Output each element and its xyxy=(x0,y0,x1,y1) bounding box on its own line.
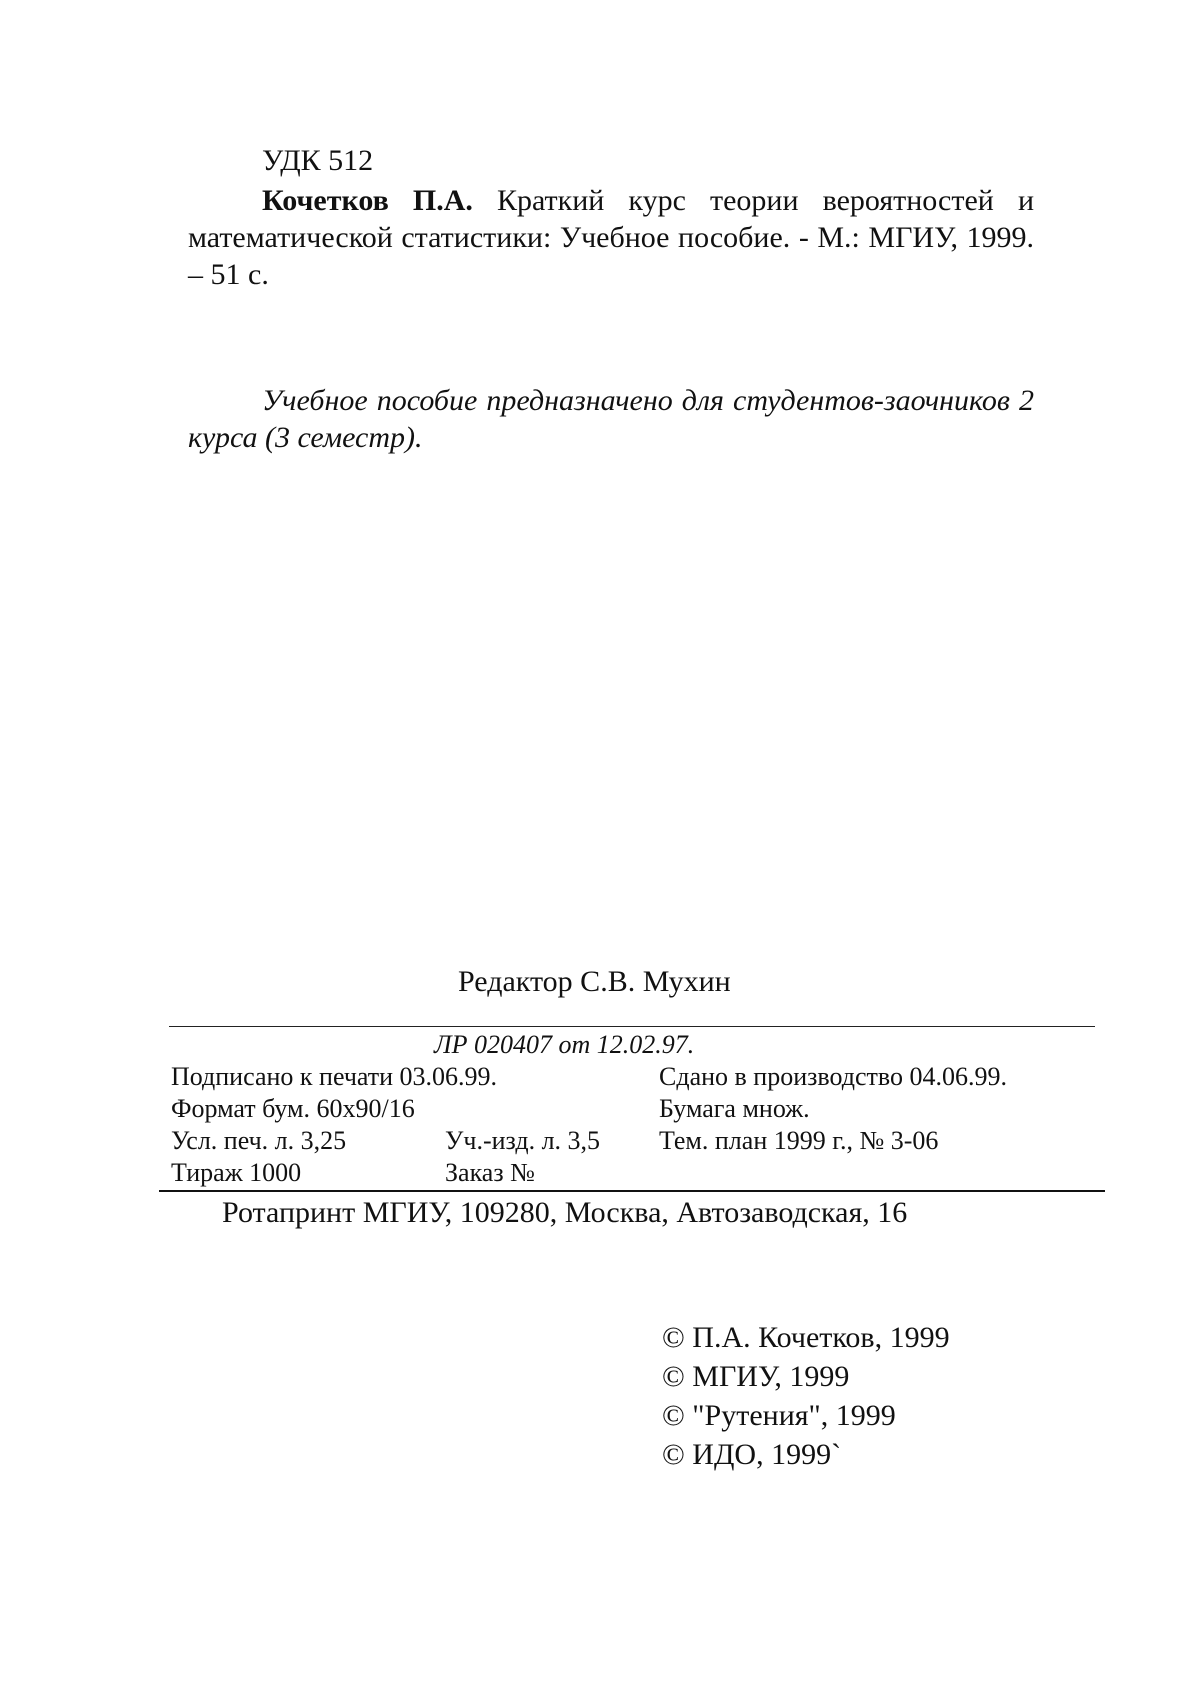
copyright-author: © П.А. Кочетков, 1999 xyxy=(662,1321,950,1354)
copyright-rutenia: © "Рутения", 1999 xyxy=(662,1399,896,1432)
edit-sheets: Уч.-изд. л. 3,5 xyxy=(445,1126,601,1155)
book-description: Краткий курс теории вероятностей и математической статистики: Учебное пособие. - М.: МГИУ, 1999. – 51 с. xyxy=(188,184,1034,291)
thematic-plan: Тем. план 1999 г., № 3-06 xyxy=(659,1126,939,1155)
copyright-ido: © ИДО, 1999` xyxy=(662,1438,842,1471)
bibliographic-description xyxy=(188,182,1034,293)
editor-line: Редактор С.В. Мухин xyxy=(458,965,731,998)
imprint-top-rule xyxy=(169,1026,1095,1027)
license-number: ЛР 020407 от 12.02.97. xyxy=(434,1030,695,1059)
submitted-date: Сдано в производство 04.06.99. xyxy=(659,1062,1007,1091)
order-number: Заказ № xyxy=(445,1158,535,1187)
circulation: Тираж 1000 xyxy=(171,1158,302,1187)
author-name: Кочетков П.А. xyxy=(262,184,473,217)
paper-type: Бумага множ. xyxy=(659,1094,810,1123)
annotation-text: Учебное пособие предназначено для студентов-заочников 2 курса (3 семестр). xyxy=(188,384,1034,454)
copyright-mgiu: © МГИУ, 1999 xyxy=(662,1360,850,1393)
printer-address: Ротапринт МГИУ, 109280, Москва, Автозаводская, 16 xyxy=(222,1196,908,1229)
imprint-bottom-rule xyxy=(159,1190,1105,1192)
signed-date: Подписано к печати 03.06.99. xyxy=(171,1062,498,1091)
print-sheets: Усл. печ. л. 3,25 xyxy=(171,1126,347,1155)
udk-code: УДК 512 xyxy=(262,144,374,177)
paper-format: Формат бум. 60х90/16 xyxy=(171,1094,415,1123)
